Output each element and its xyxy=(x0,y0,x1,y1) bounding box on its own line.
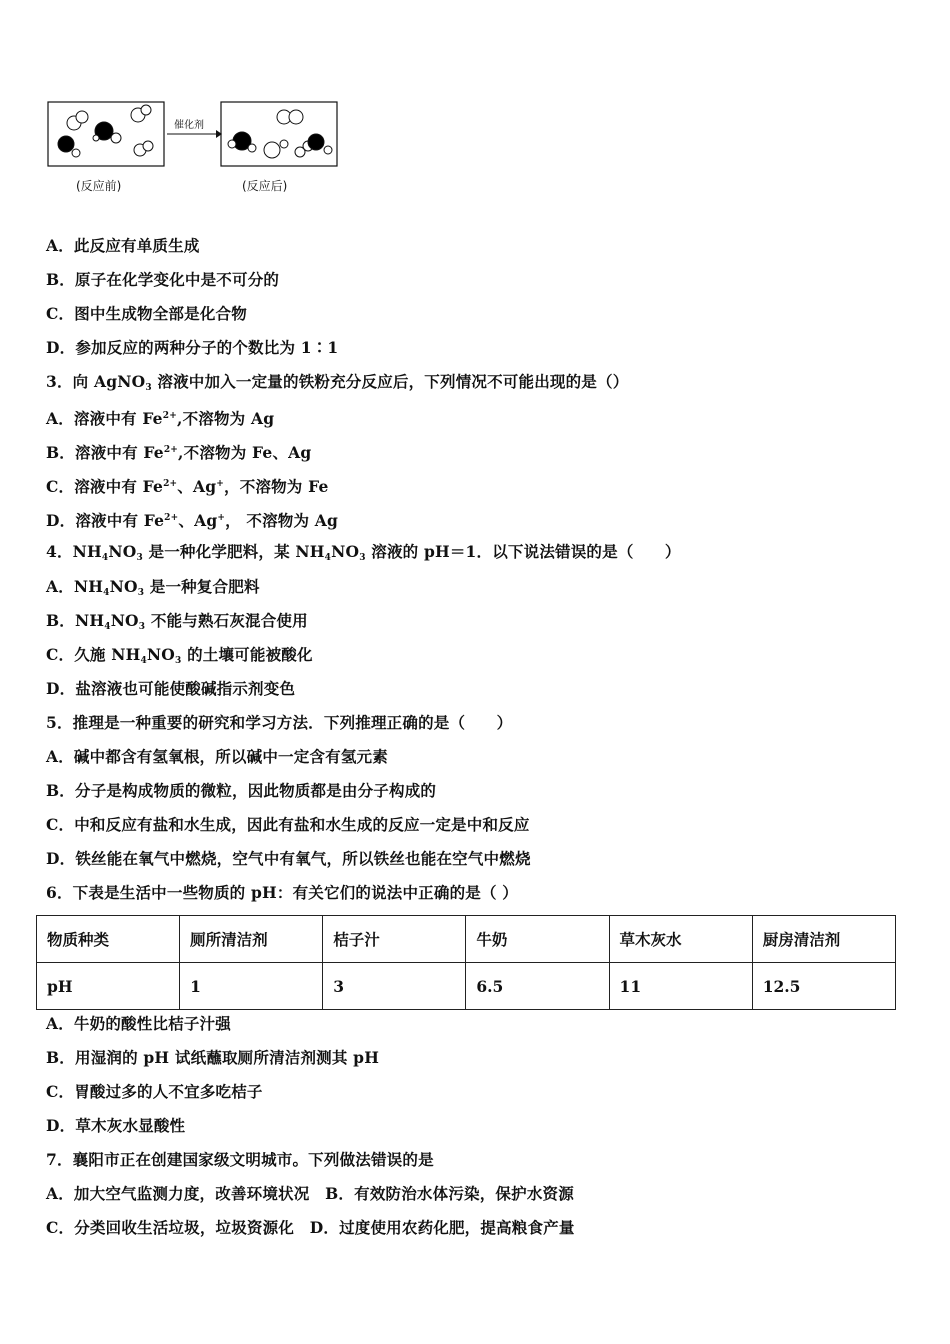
table-cell: 桔子汁 xyxy=(323,916,466,963)
table-cell: 1 xyxy=(180,963,323,1010)
q4-option-b: B．$NH_4NO_3$ 不能与熟石灰混合使用 xyxy=(46,611,308,632)
q5-option-b: B．分子是构成物质的微粒，因此物质都是由分子构成的 xyxy=(46,781,437,800)
q7-stem: 7．襄阳市正在创建国家级文明城市。下列做法错误的是 xyxy=(46,1150,434,1169)
q5-option-d: D．铁丝能在氧气中燃烧，空气中有氧气，所以铁丝也能在空气中燃烧 xyxy=(46,849,531,868)
q2-option-b: B．原子在化学变化中是不可分的 xyxy=(46,270,280,289)
table-cell: 草木灰水 xyxy=(609,916,752,963)
q5-option-c: C．中和反应有盐和水生成，因此有盐和水生成的反应一定是中和反应 xyxy=(46,815,530,834)
catalyst-label: 催化剂 xyxy=(174,120,204,131)
table-cell: 3 xyxy=(323,963,466,1010)
reaction-diagram xyxy=(46,98,346,198)
table-cell: 物质种类 xyxy=(37,916,180,963)
q2-option-d: D．参加反应的两种分子的个数比为 1∶1 xyxy=(46,338,339,357)
q6-stem: 6．下表是生活中一些物质的 pH：有关它们的说法中正确的是（ ） xyxy=(46,883,518,902)
before-molecules xyxy=(58,105,153,157)
q4-stem: 4．$NH_4NO_3$ 是一种化学肥料，某 $NH_4NO_3$ 溶液的 pH＝1．以下说法错误的是（ ） xyxy=(46,542,681,563)
q4-option-d: D．盐溶液也可能使酸碱指示剂变色 xyxy=(46,679,296,698)
table-cell: 11 xyxy=(609,963,752,1010)
q5-stem: 5．推理是一种重要的研究和学习方法．下列推理正确的是（ ） xyxy=(46,713,513,732)
table-cell: 厕所清洁剂 xyxy=(180,916,323,963)
q3-option-a: A．溶液中有 $Fe^{2+}$,不溶物为 Ag xyxy=(46,409,275,428)
table-cell: 12.5 xyxy=(752,963,895,1010)
q2-option-c: C．图中生成物全部是化合物 xyxy=(46,304,247,323)
after-label: (反应后) xyxy=(242,179,288,193)
q3-option-c: C．溶液中有 $Fe^{2+}$、Ag+，不溶物为 Fe xyxy=(46,477,329,496)
q5-option-a: A．碱中都含有氢氧根，所以碱中一定含有氢元素 xyxy=(46,747,388,766)
q3-stem: 3．向 AgNO$_3$ 溶液中加入一定量的铁粉充分反应后，下列情况不可能出现的是（） xyxy=(46,372,629,393)
q6-option-d: D．草木灰水显酸性 xyxy=(46,1116,186,1135)
table-header-row xyxy=(37,916,896,963)
table-cell: 6.5 xyxy=(466,963,609,1010)
q3-option-b: B．溶液中有 $Fe^{2+}$,不溶物为 Fe、Ag xyxy=(46,443,312,462)
q7-options-cd: C．分类回收生活垃圾，垃圾资源化 D．过度使用农药化肥，提高粮食产量 xyxy=(46,1218,575,1237)
q4-option-a: A．$NH_4NO_3$ 是一种复合肥料 xyxy=(46,577,260,598)
table-cell: pH xyxy=(37,963,180,1010)
table-cell: 厨房清洁剂 xyxy=(752,916,895,963)
table-cell: 牛奶 xyxy=(466,916,609,963)
q3-option-d: D．溶液中有 $Fe^{2+}$、Ag+， 不溶物为 Ag xyxy=(46,511,339,530)
q6-option-b: B．用湿润的 pH 试纸蘸取厕所清洁剂测其 pH xyxy=(46,1048,380,1067)
q2-option-a: A．此反应有单质生成 xyxy=(46,236,200,255)
q7-options-ab: A．加大空气监测力度，改善环境状况 B．有效防治水体污染，保护水资源 xyxy=(46,1184,574,1203)
q6-option-a: A．牛奶的酸性比桔子汁强 xyxy=(46,1014,231,1033)
ph-table xyxy=(36,915,896,1010)
q4-option-c: C．久施 $NH_4NO_3$ 的土壤可能被酸化 xyxy=(46,645,313,666)
q6-option-c: C．胃酸过多的人不宜多吃桔子 xyxy=(46,1082,263,1101)
table-row xyxy=(37,963,896,1010)
before-label: (反应前) xyxy=(76,179,122,193)
after-molecules xyxy=(228,110,332,158)
